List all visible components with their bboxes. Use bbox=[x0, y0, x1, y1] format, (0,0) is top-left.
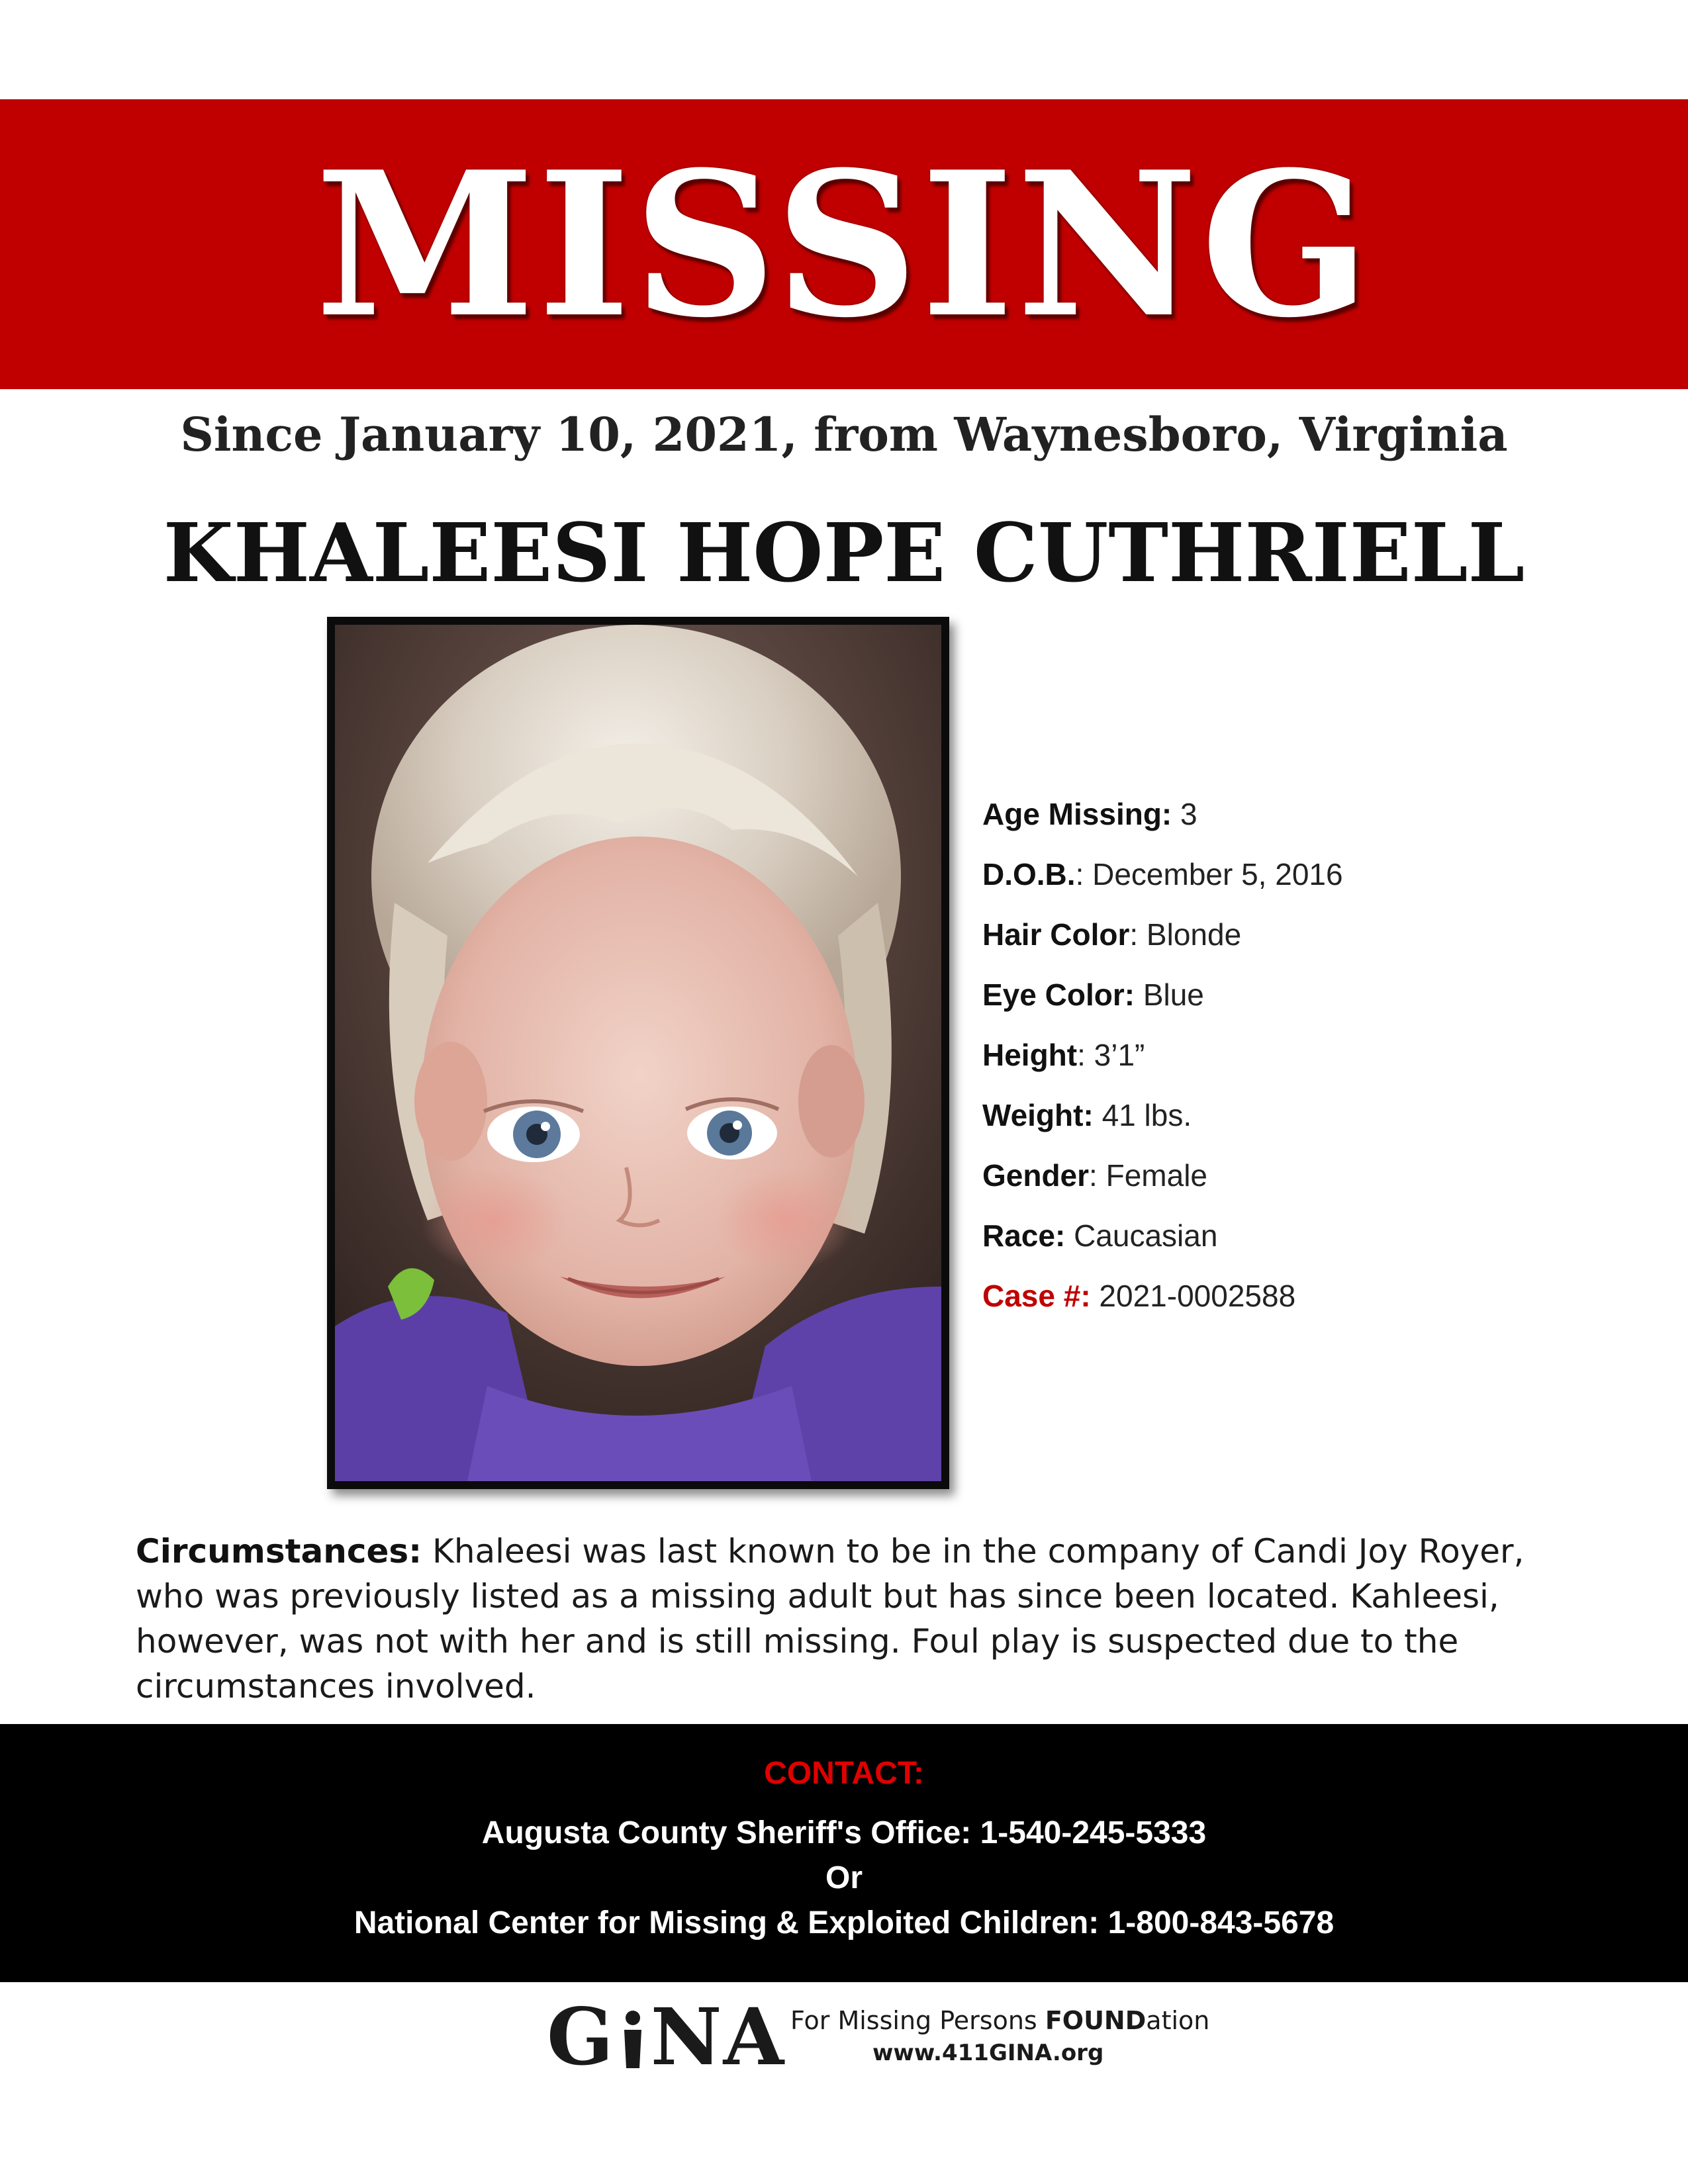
detail-gender bbox=[982, 1149, 1631, 1209]
logo-letter-g: G bbox=[547, 1991, 615, 2083]
contact-ncmec-line: National Center for Missing & Exploited Children: 1-800-843-5678 bbox=[353, 1905, 1335, 1940]
gina-website-link[interactable]: www.411GINA.org bbox=[872, 2040, 1104, 2066]
detail-value: 41 lbs. bbox=[1093, 1098, 1192, 1132]
missing-person-name: KHALEESI HOPE CUTHRIELL bbox=[163, 505, 1525, 600]
contact-sheriff-line: Augusta County Sheriff's Office: 1-540-245-5333 bbox=[481, 1815, 1207, 1850]
detail-hair-color bbox=[982, 908, 1631, 968]
detail-label: Age Missing: bbox=[982, 797, 1172, 831]
detail-height bbox=[982, 1028, 1631, 1089]
person-icon bbox=[618, 2001, 648, 2060]
detail-value: : December 5, 2016 bbox=[1075, 857, 1343, 891]
logo-letters-na: NA bbox=[650, 1991, 786, 2083]
missing-since-line: Since January 10, 2021, from Waynesboro, Virginia bbox=[180, 407, 1508, 462]
detail-value: 2021-0002588 bbox=[1090, 1279, 1296, 1313]
detail-value: 3 bbox=[1172, 797, 1197, 831]
detail-label: Eye Color: bbox=[982, 978, 1135, 1012]
detail-value: : Female bbox=[1089, 1158, 1207, 1193]
circumstances-text: Khaleesi was last known to be in the company of Candi Joy Royer, who was previously listed as a missing adult but has since been located. Kahleesi, however, was not with her and is still missing. Foul play is suspected due to the circumstances involved. bbox=[136, 1532, 1524, 1706]
gina-wordmark bbox=[547, 1991, 792, 2083]
detail-label: Gender bbox=[982, 1158, 1090, 1193]
detail-value: : 3’1” bbox=[1077, 1038, 1145, 1072]
detail-label: Race: bbox=[982, 1218, 1066, 1253]
circumstances-paragraph bbox=[136, 1529, 1566, 1709]
detail-label: Hair Color bbox=[982, 917, 1130, 952]
detail-age-missing bbox=[982, 788, 1631, 848]
detail-case-number bbox=[982, 1269, 1631, 1330]
detail-label: Case #: bbox=[982, 1279, 1091, 1313]
detail-dob bbox=[982, 848, 1631, 908]
missing-title: MISSING bbox=[315, 128, 1373, 361]
detail-race bbox=[982, 1209, 1631, 1269]
contact-title: CONTACT: bbox=[764, 1756, 924, 1791]
missing-person-photo bbox=[327, 617, 949, 1489]
detail-value: Blue bbox=[1135, 978, 1204, 1012]
detail-weight bbox=[982, 1089, 1631, 1149]
gina-foundation-logo bbox=[547, 1991, 1210, 2083]
detail-value: Caucasian bbox=[1065, 1218, 1218, 1253]
details-list bbox=[982, 788, 1631, 1330]
detail-label: Weight: bbox=[982, 1098, 1094, 1132]
circumstances-label: Circumstances: bbox=[136, 1532, 422, 1570]
detail-label: D.O.B. bbox=[982, 857, 1076, 891]
child-portrait-image bbox=[335, 625, 941, 1481]
contact-or-line: Or bbox=[825, 1860, 863, 1895]
detail-label: Height bbox=[982, 1038, 1078, 1072]
gina-tagline: For Missing Persons FOUNDation bbox=[790, 2006, 1210, 2035]
detail-value: : Blonde bbox=[1129, 917, 1242, 952]
detail-eye-color bbox=[982, 968, 1631, 1028]
